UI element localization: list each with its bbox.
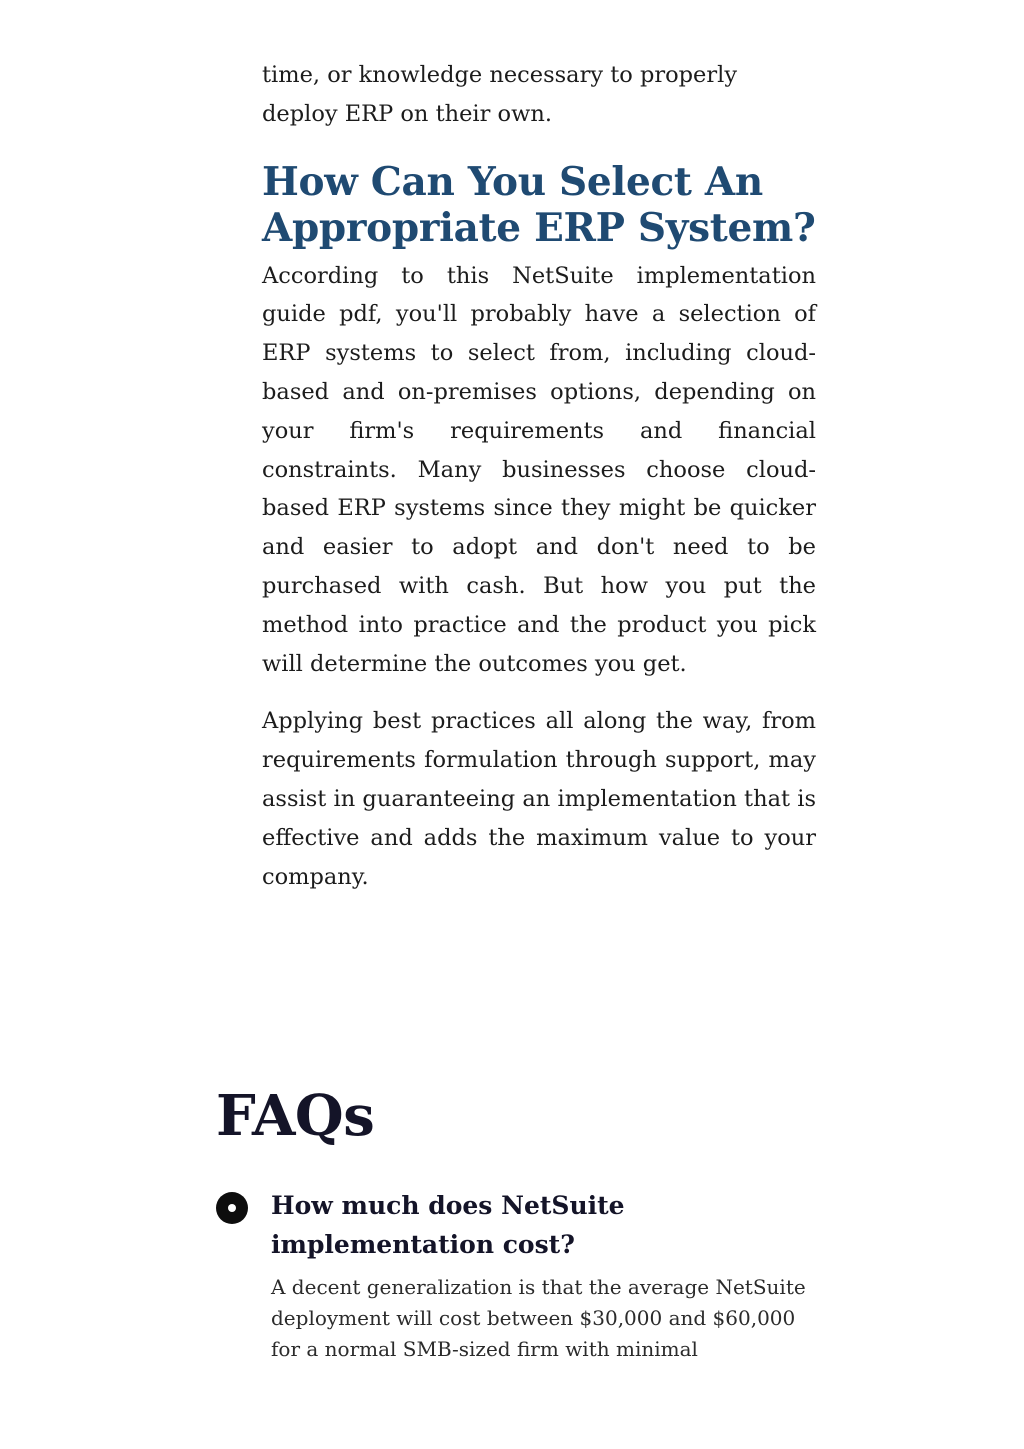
faq-answer: A decent generalization is that the average NetSuite deployment will cost between $30,000 and $60,000 for a normal SMB-sized firm with minimal (271, 1275, 806, 1361)
bullet-circle-icon (216, 1192, 248, 1224)
faq-title: FAQs (216, 1083, 375, 1149)
article-body (262, 56, 816, 896)
paragraph-erp-selection: According to this NetSuite implementation guide pdf, you'll probably have a selection of ERP systems to select from, including cloud-based and on-premises options, depending on your firm's requirements and financial constraints. Many businesses choose cloud-based ERP systems since they might be quicker and easier to adopt and don't need to be purchased with cash. But how you put the method into practice and the product you pick will determine the outcomes you get. (262, 262, 816, 677)
paragraph-best-practices: Applying best practices all along the way, from requirements formulation through support, may assist in guaranteeing an implementation that is effective and adds the maximum value to your company. (262, 708, 816, 890)
faq-question: How much does NetSuite implementation cost? (271, 1191, 625, 1259)
intro-fragment-paragraph: time, or knowledge necessary to properly deploy ERP on their own. (262, 62, 738, 127)
section-heading: How Can You Select An Appropriate ERP System? (262, 158, 816, 251)
